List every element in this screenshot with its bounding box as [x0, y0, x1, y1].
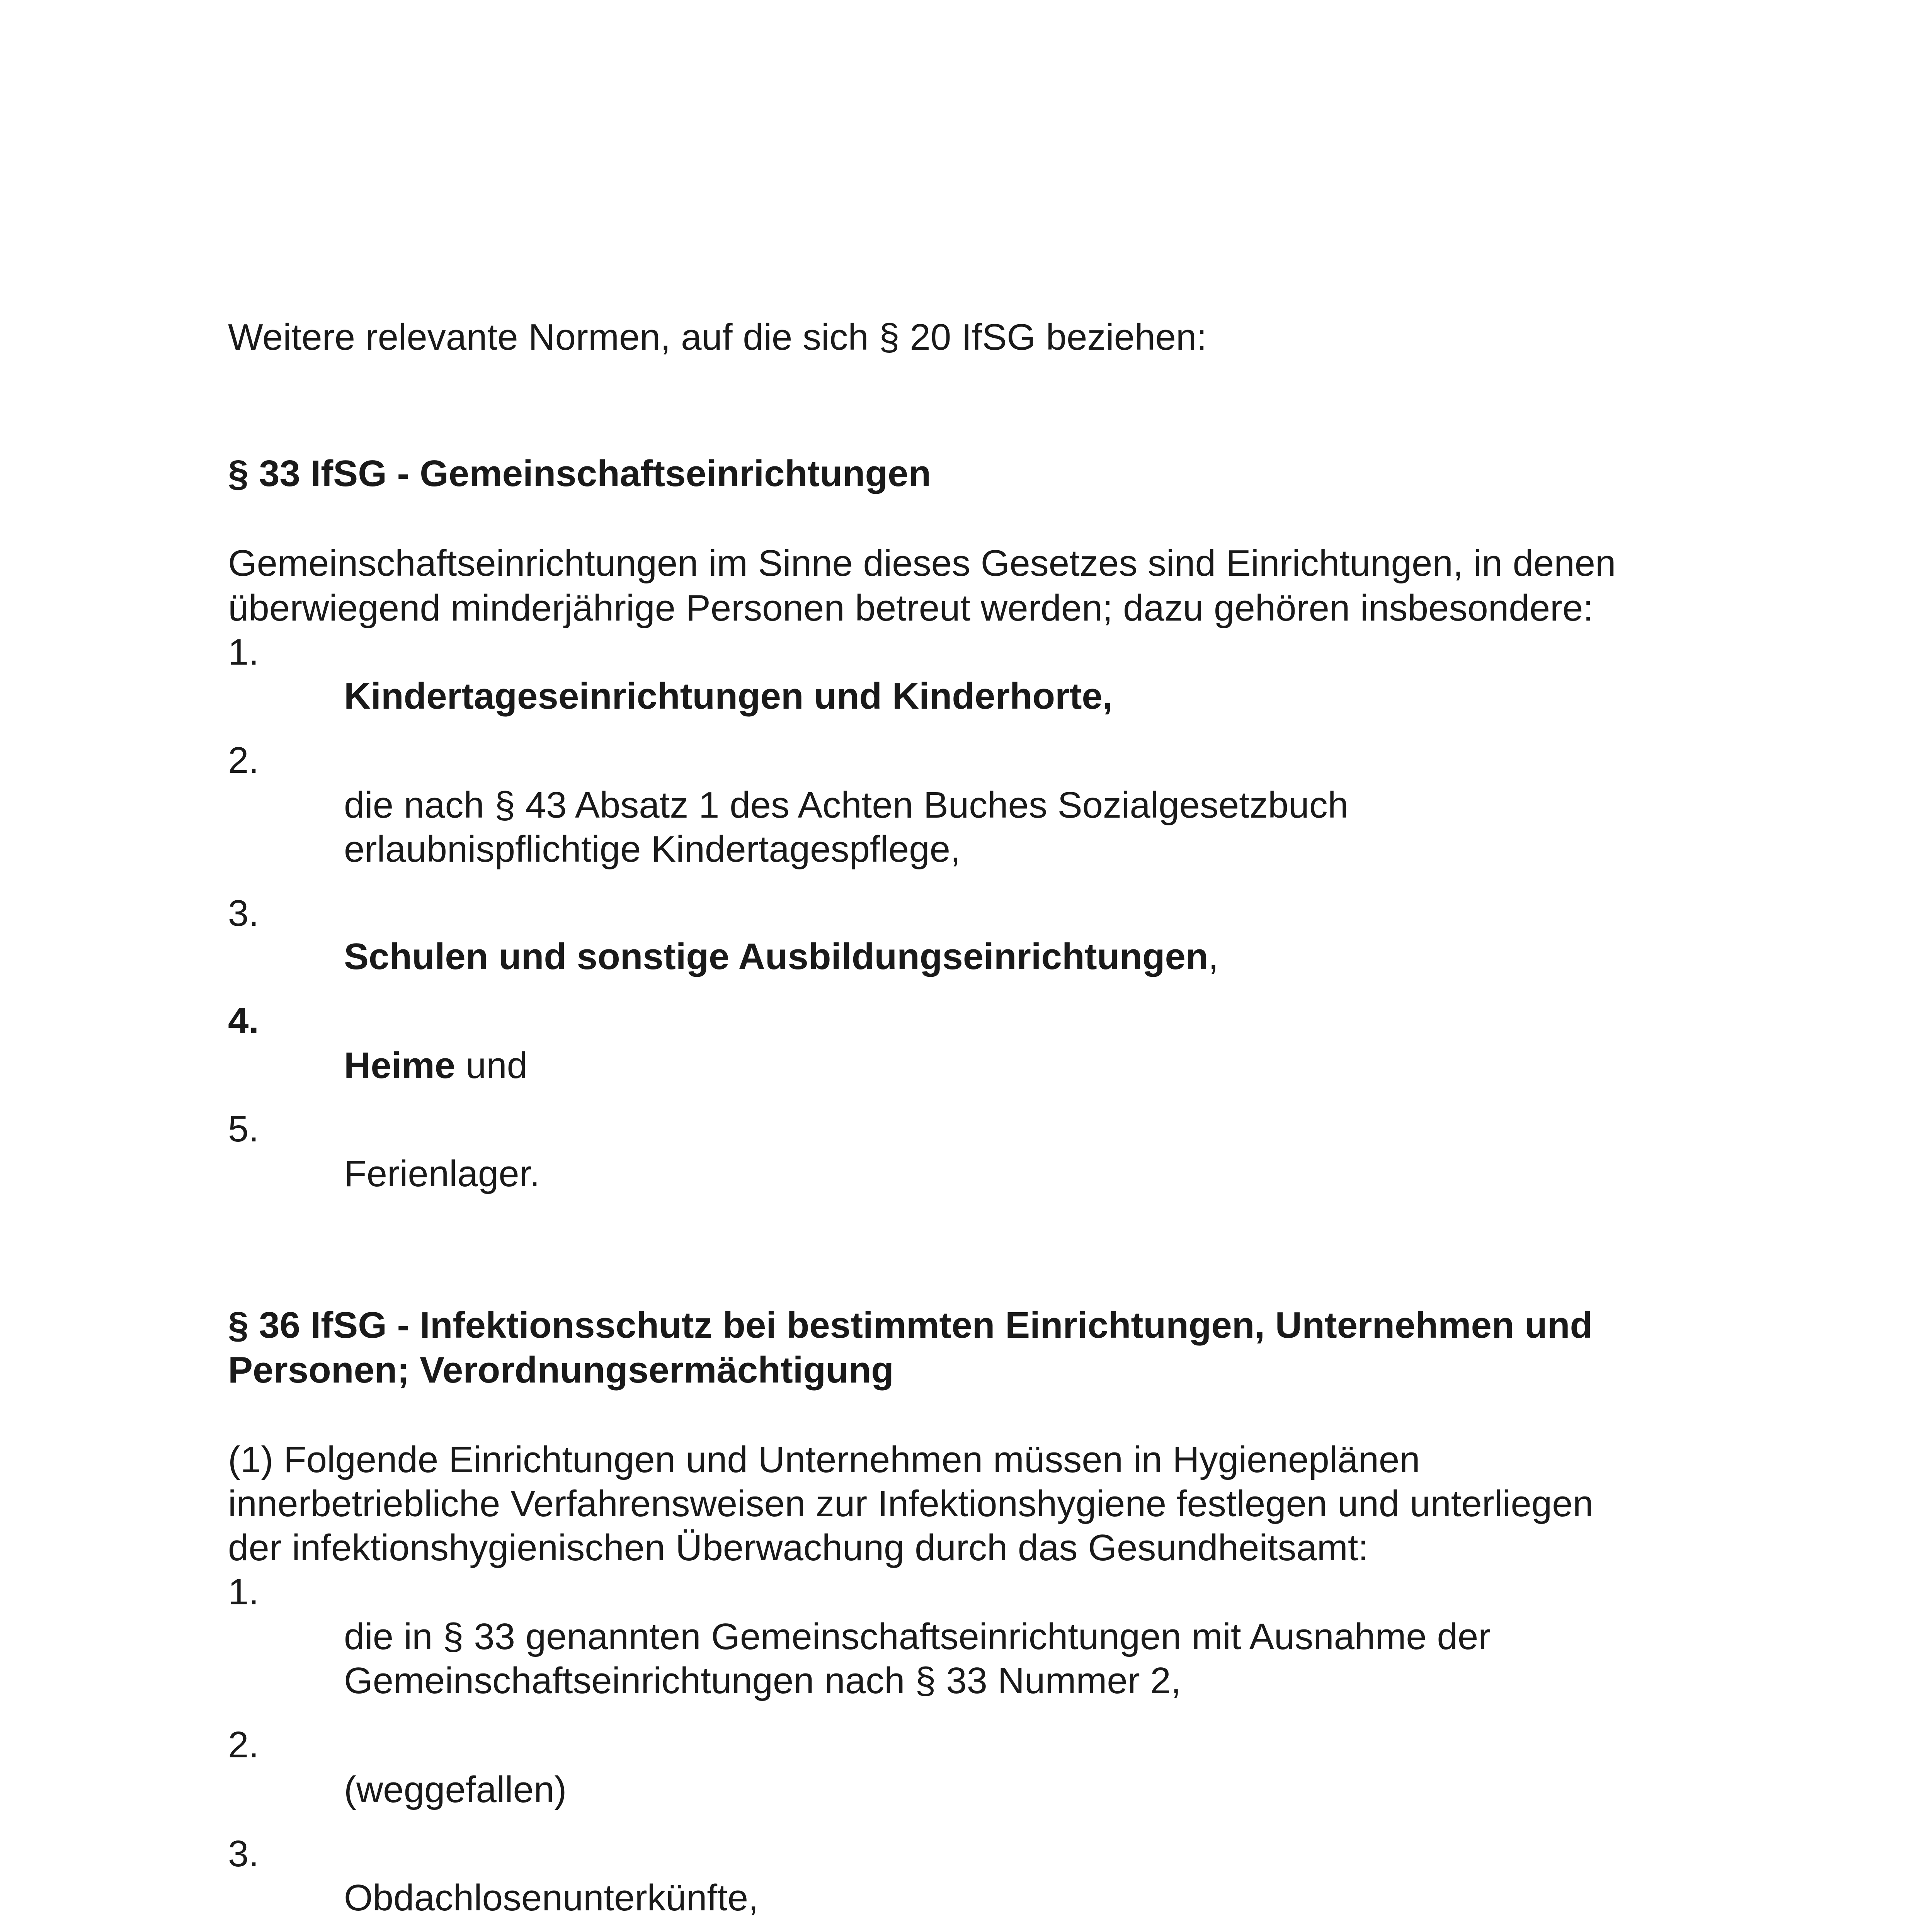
- s33-item-2-line2: erlaubnispflichtige Kindertagespflege,: [344, 828, 961, 870]
- s36-heading-2: Personen; Verordnungsermächtigung: [228, 1349, 894, 1391]
- s33-item-1-number: 1.: [228, 631, 259, 673]
- s33-item-3-number: 3.: [228, 893, 259, 934]
- s33-lead-2: überwiegend minderjährige Personen betreut werden; dazu gehören insbesondere:: [228, 587, 1594, 629]
- s33-item-1-text: Kindertageseinrichtungen und Kinderhorte,: [344, 675, 1113, 717]
- s33-item-5-number: 5.: [228, 1108, 259, 1150]
- s33-lead-1: Gemeinschaftseinrichtungen im Sinne dieses Gesetzes sind Einrichtungen, in denen: [228, 543, 1616, 584]
- s36-item-3-number: 3.: [228, 1833, 259, 1874]
- s36-lead-2: innerbetriebliche Verfahrensweisen zur Infektionshygiene festlegen und unterliegen: [228, 1483, 1593, 1524]
- s36-item-1-line1: die in § 33 genannten Gemeinschaftseinrichtungen mit Ausnahme der: [344, 1616, 1491, 1657]
- s33-item-4-number: 4.: [228, 1000, 259, 1041]
- intro-text: Weitere relevante Normen, auf die sich § 20 IfSG beziehen:: [228, 316, 1207, 358]
- s33-item-4-text: [344, 1043, 1693, 1088]
- s36-heading-1: § 36 IfSG - Infektionsschutz bei bestimmten Einrichtungen, Unternehmen und: [228, 1304, 1593, 1346]
- s33-item-4-rest: und: [455, 1045, 527, 1086]
- s33-heading: § 33 IfSG - Gemeinschaftseinrichtungen: [228, 453, 931, 494]
- s36-lead-1: (1) Folgende Einrichtungen und Unternehmen müssen in Hygieneplänen: [228, 1439, 1420, 1480]
- s36-lead-3: der infektionshygienischen Überwachung durch das Gesundheitsamt:: [228, 1527, 1369, 1568]
- s33-item-3-text: [344, 934, 1693, 979]
- s33-item-2-line1: die nach § 43 Absatz 1 des Achten Buches Sozialgesetzbuch: [344, 784, 1349, 826]
- s36-item-1-number: 1.: [228, 1571, 259, 1612]
- s33-item-3-bold: Schulen und sonstige Ausbildungseinrichtungen: [344, 936, 1208, 977]
- s33-item-3-rest: ,: [1208, 936, 1219, 977]
- s33-item-5-text: Ferienlager.: [344, 1153, 540, 1194]
- s36-item-2-number: 2.: [228, 1724, 259, 1765]
- s33-item-4-bold: Heime: [344, 1045, 456, 1086]
- s36-item-1-line2: Gemeinschaftseinrichtungen nach § 33 Nummer 2,: [344, 1660, 1181, 1701]
- s33-item-2-number: 2.: [228, 740, 259, 781]
- s36-item-3-line1: Obdachlosenunterkünfte,: [344, 1877, 759, 1918]
- s36-item-2-line1: (weggefallen): [344, 1769, 567, 1810]
